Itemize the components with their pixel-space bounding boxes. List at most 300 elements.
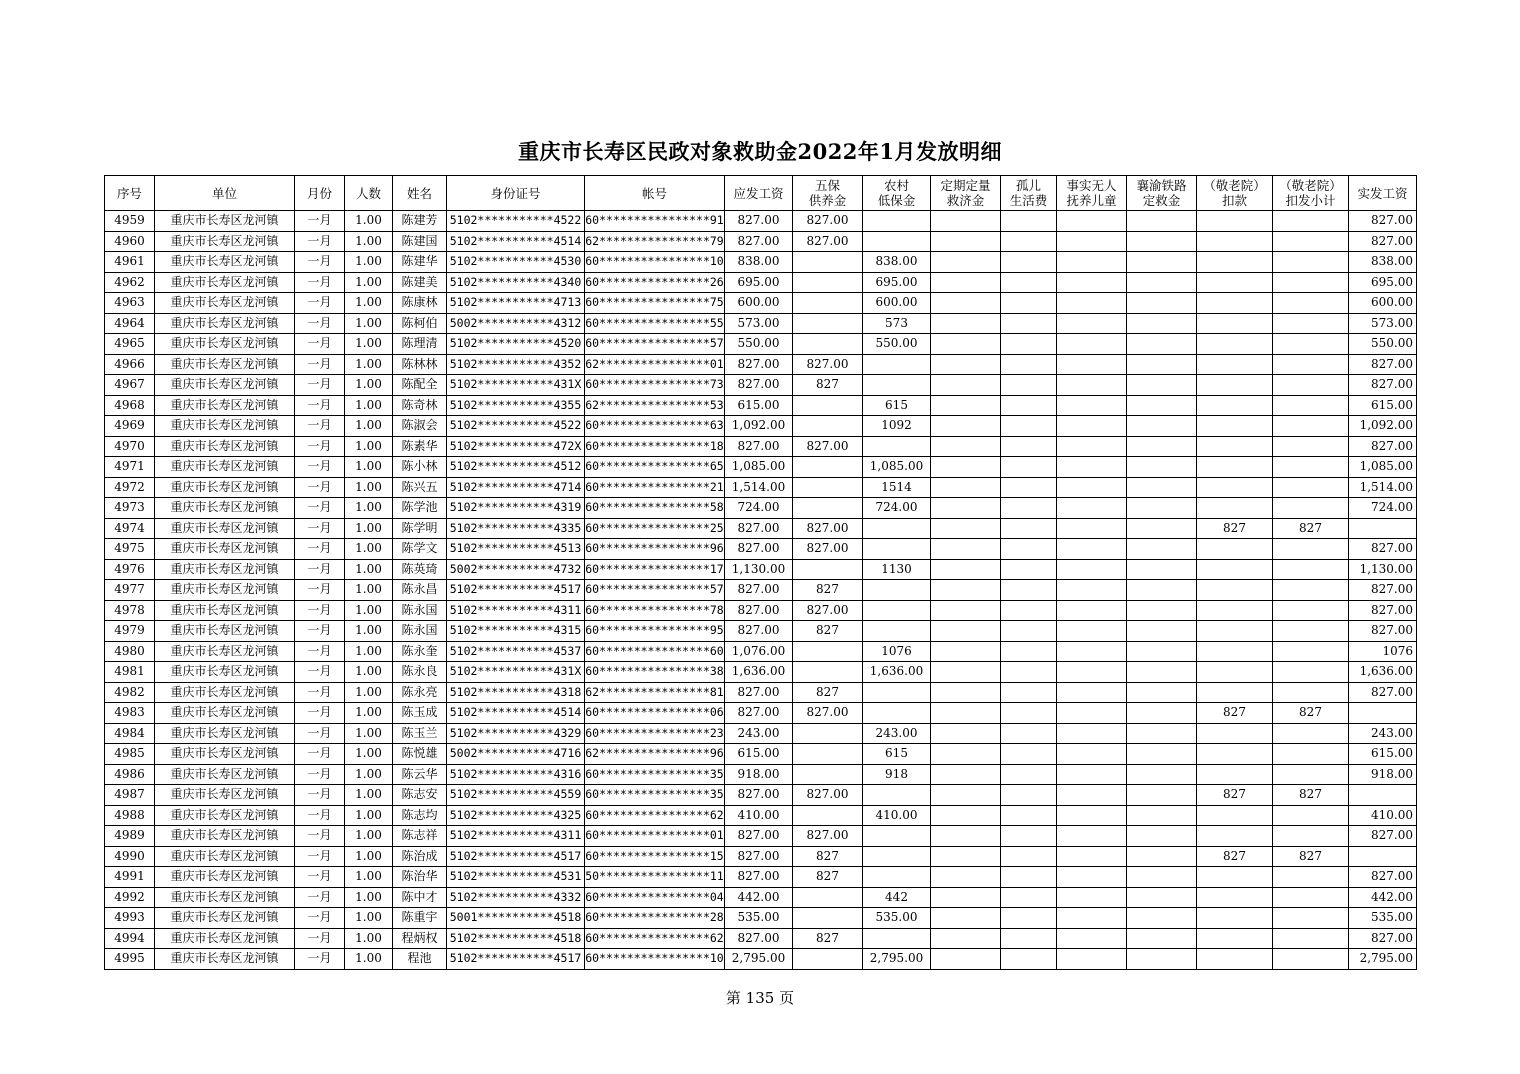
table-cell: 5102***********4518	[447, 928, 585, 949]
table-cell: 4986	[105, 764, 155, 785]
table-cell: 陈柯伯	[393, 313, 447, 334]
column-header: 孤儿 生活费	[1001, 176, 1057, 211]
table-cell: 陈淑会	[393, 416, 447, 437]
table-cell	[931, 703, 1001, 724]
table-cell	[1057, 949, 1127, 970]
table-cell: 4995	[105, 949, 155, 970]
table-cell: 5102***********4522	[447, 211, 585, 232]
table-cell	[1197, 682, 1273, 703]
table-cell	[1127, 313, 1197, 334]
table-cell	[931, 457, 1001, 478]
table-cell: 一月	[295, 231, 345, 252]
table-cell: 827.00	[1349, 621, 1417, 642]
table-cell: 一月	[295, 354, 345, 375]
table-cell: 重庆市长寿区龙河镇	[155, 211, 295, 232]
table-cell	[863, 621, 931, 642]
table-cell: 550.00	[863, 334, 931, 355]
table-cell: 60****************04	[585, 887, 725, 908]
table-cell: 重庆市长寿区龙河镇	[155, 662, 295, 683]
column-header: 农村 低保金	[863, 176, 931, 211]
table-cell	[1001, 477, 1057, 498]
table-cell	[931, 908, 1001, 929]
table-cell: 4968	[105, 395, 155, 416]
table-cell: 60****************10	[585, 252, 725, 273]
table-row	[105, 682, 1417, 703]
table-cell: 1.00	[345, 375, 393, 396]
table-cell	[1273, 744, 1349, 765]
table-cell	[1127, 600, 1197, 621]
column-header: 帐号	[585, 176, 725, 211]
table-cell: 重庆市长寿区龙河镇	[155, 477, 295, 498]
table-cell: 827.00	[1349, 375, 1417, 396]
table-cell: 5102***********431X	[447, 375, 585, 396]
table-cell: 陈永国	[393, 600, 447, 621]
table-cell: 重庆市长寿区龙河镇	[155, 457, 295, 478]
table-cell	[1127, 252, 1197, 273]
table-cell: 一月	[295, 867, 345, 888]
table-cell: 5102***********431X	[447, 662, 585, 683]
table-cell	[1273, 600, 1349, 621]
table-cell: 陈永亮	[393, 682, 447, 703]
table-cell	[1273, 293, 1349, 314]
table-cell: 1.00	[345, 231, 393, 252]
table-cell	[1273, 334, 1349, 355]
table-cell: 60****************38	[585, 662, 725, 683]
table-cell: 4972	[105, 477, 155, 498]
table-cell	[1197, 539, 1273, 560]
table-cell	[1057, 744, 1127, 765]
table-cell: 4962	[105, 272, 155, 293]
table-cell: 重庆市长寿区龙河镇	[155, 559, 295, 580]
table-cell: 5001***********4518	[447, 908, 585, 929]
table-cell	[793, 744, 863, 765]
table-cell	[1197, 908, 1273, 929]
table-cell	[1001, 764, 1057, 785]
table-cell: 1,085.00	[863, 457, 931, 478]
table-cell	[1127, 826, 1197, 847]
table-cell: 陈学池	[393, 498, 447, 519]
table-cell	[931, 785, 1001, 806]
table-cell: 243.00	[863, 723, 931, 744]
table-cell: 陈兴五	[393, 477, 447, 498]
table-cell	[931, 805, 1001, 826]
table-cell	[1001, 334, 1057, 355]
table-cell: 4966	[105, 354, 155, 375]
table-cell: 827	[1197, 518, 1273, 539]
table-row	[105, 580, 1417, 601]
table-cell	[863, 436, 931, 457]
table-cell: 827.00	[725, 375, 793, 396]
table-cell	[1127, 867, 1197, 888]
table-cell	[793, 416, 863, 437]
table-cell	[793, 477, 863, 498]
table-cell	[863, 580, 931, 601]
table-cell: 陈英琦	[393, 559, 447, 580]
table-cell	[1057, 457, 1127, 478]
table-cell	[1273, 272, 1349, 293]
table-cell	[1001, 887, 1057, 908]
table-cell: 1.00	[345, 211, 393, 232]
table-cell: 1.00	[345, 416, 393, 437]
table-cell: 827.00	[1349, 354, 1417, 375]
table-cell	[1273, 764, 1349, 785]
table-cell: 1130	[863, 559, 931, 580]
table-cell: 1514	[863, 477, 931, 498]
table-cell: 60****************01	[585, 826, 725, 847]
table-cell	[1197, 580, 1273, 601]
table-cell: 827.00	[793, 231, 863, 252]
table-cell	[1001, 518, 1057, 539]
table-cell	[1057, 805, 1127, 826]
table-cell: 1.00	[345, 744, 393, 765]
table-cell: 62****************01	[585, 354, 725, 375]
table-cell: 4970	[105, 436, 155, 457]
table-row	[105, 867, 1417, 888]
table-cell: 827.00	[725, 231, 793, 252]
table-cell: 重庆市长寿区龙河镇	[155, 600, 295, 621]
table-cell: 4981	[105, 662, 155, 683]
table-cell	[1127, 436, 1197, 457]
table-cell	[1001, 703, 1057, 724]
table-cell	[1197, 723, 1273, 744]
table-cell	[931, 539, 1001, 560]
table-cell: 827.00	[725, 354, 793, 375]
table-row	[105, 641, 1417, 662]
table-cell: 442	[863, 887, 931, 908]
table-cell	[1273, 498, 1349, 519]
table-cell: 4959	[105, 211, 155, 232]
table-cell: 410.00	[725, 805, 793, 826]
table-cell: 827.00	[725, 826, 793, 847]
table-cell	[1197, 928, 1273, 949]
table-cell: 陈林林	[393, 354, 447, 375]
table-cell	[793, 949, 863, 970]
table-cell: 一月	[295, 559, 345, 580]
column-header: 单位	[155, 176, 295, 211]
table-row	[105, 846, 1417, 867]
table-cell: 5102***********4319	[447, 498, 585, 519]
table-cell	[1197, 395, 1273, 416]
table-cell	[1273, 477, 1349, 498]
table-cell: 4960	[105, 231, 155, 252]
table-cell: 4988	[105, 805, 155, 826]
table-header	[105, 176, 1417, 211]
table-cell	[793, 723, 863, 744]
table-cell: 重庆市长寿区龙河镇	[155, 949, 295, 970]
table-cell: 陈永奎	[393, 641, 447, 662]
table-cell: 一月	[295, 539, 345, 560]
table-cell: 535.00	[1349, 908, 1417, 929]
table-cell: 4977	[105, 580, 155, 601]
table-cell	[793, 641, 863, 662]
table-cell	[1273, 375, 1349, 396]
table-row	[105, 395, 1417, 416]
table-cell	[1349, 703, 1417, 724]
table-cell: 60****************55	[585, 313, 725, 334]
table-cell: 4965	[105, 334, 155, 355]
table-cell: 60****************63	[585, 416, 725, 437]
table-row	[105, 252, 1417, 273]
table-row	[105, 805, 1417, 826]
table-cell: 一月	[295, 887, 345, 908]
table-cell: 重庆市长寿区龙河镇	[155, 703, 295, 724]
table-cell: 5102***********4514	[447, 231, 585, 252]
table-cell: 一月	[295, 723, 345, 744]
table-cell: 827.00	[725, 867, 793, 888]
table-cell	[1197, 600, 1273, 621]
table-cell: 243.00	[725, 723, 793, 744]
table-cell	[1001, 580, 1057, 601]
table-cell: 1.00	[345, 949, 393, 970]
table-cell	[863, 867, 931, 888]
table-cell	[1127, 908, 1197, 929]
table-cell: 重庆市长寿区龙河镇	[155, 395, 295, 416]
table-cell: 827.00	[725, 211, 793, 232]
table-cell	[793, 252, 863, 273]
table-cell: 陈中才	[393, 887, 447, 908]
table-cell	[1127, 949, 1197, 970]
table-cell	[1001, 744, 1057, 765]
table-cell	[931, 764, 1001, 785]
table-cell: 1.00	[345, 477, 393, 498]
table-cell: 4994	[105, 928, 155, 949]
table-cell: 陈学明	[393, 518, 447, 539]
table-cell	[1001, 539, 1057, 560]
table-cell	[1057, 539, 1127, 560]
table-cell	[1057, 641, 1127, 662]
table-cell: 1.00	[345, 846, 393, 867]
table-cell: 重庆市长寿区龙河镇	[155, 744, 295, 765]
table-cell: 4967	[105, 375, 155, 396]
table-cell	[1127, 498, 1197, 519]
table-cell	[1127, 354, 1197, 375]
table-cell: 5102***********4340	[447, 272, 585, 293]
table-cell: 5102***********4531	[447, 867, 585, 888]
table-cell: 重庆市长寿区龙河镇	[155, 313, 295, 334]
table-cell	[1273, 662, 1349, 683]
table-cell: 1,092.00	[725, 416, 793, 437]
table-cell: 1.00	[345, 826, 393, 847]
table-cell	[1127, 559, 1197, 580]
table-cell: 838.00	[725, 252, 793, 273]
table-cell	[1057, 211, 1127, 232]
table-cell: 1.00	[345, 703, 393, 724]
table-cell	[1057, 354, 1127, 375]
table-cell	[1127, 518, 1197, 539]
table-cell	[1197, 662, 1273, 683]
table-cell: 一月	[295, 436, 345, 457]
table-cell: 5102***********4315	[447, 621, 585, 642]
table-cell	[793, 764, 863, 785]
table-cell: 重庆市长寿区龙河镇	[155, 252, 295, 273]
table-cell: 1.00	[345, 334, 393, 355]
table-cell	[931, 600, 1001, 621]
table-cell	[1001, 436, 1057, 457]
table-cell	[1057, 313, 1127, 334]
table-row	[105, 908, 1417, 929]
table-cell: 724.00	[1349, 498, 1417, 519]
table-cell: 5002***********4732	[447, 559, 585, 580]
table-cell: 一月	[295, 457, 345, 478]
table-cell	[1273, 641, 1349, 662]
table-cell: 陈康林	[393, 293, 447, 314]
table-cell: 1.00	[345, 805, 393, 826]
table-cell: 一月	[295, 662, 345, 683]
table-cell: 1.00	[345, 641, 393, 662]
table-cell: 陈悦雄	[393, 744, 447, 765]
table-cell	[1197, 949, 1273, 970]
table-cell	[931, 231, 1001, 252]
table-cell	[1001, 272, 1057, 293]
table-cell	[1197, 744, 1273, 765]
table-cell: 60****************06	[585, 703, 725, 724]
table-cell	[793, 313, 863, 334]
table-cell: 1.00	[345, 498, 393, 519]
table-cell: 一月	[295, 949, 345, 970]
table-cell	[1001, 826, 1057, 847]
table-cell: 62****************81	[585, 682, 725, 703]
table-cell	[1197, 641, 1273, 662]
table-cell	[1001, 621, 1057, 642]
table-cell	[1197, 621, 1273, 642]
table-cell: 一月	[295, 272, 345, 293]
table-cell: 重庆市长寿区龙河镇	[155, 928, 295, 949]
table-cell: 600.00	[863, 293, 931, 314]
table-cell	[1197, 436, 1273, 457]
table-cell	[1057, 928, 1127, 949]
table-cell: 60****************62	[585, 928, 725, 949]
table-cell	[1001, 395, 1057, 416]
table-cell: 60****************23	[585, 723, 725, 744]
table-cell: 程炳权	[393, 928, 447, 949]
table-cell	[1057, 723, 1127, 744]
table-cell: 827.00	[1349, 231, 1417, 252]
table-cell: 一月	[295, 621, 345, 642]
table-cell: 615.00	[1349, 395, 1417, 416]
table-cell	[1057, 867, 1127, 888]
table-cell: 60****************58	[585, 498, 725, 519]
table-cell: 827.00	[1349, 826, 1417, 847]
table-cell	[793, 559, 863, 580]
table-cell: 一月	[295, 682, 345, 703]
table-cell	[1197, 313, 1273, 334]
table-cell: 827.00	[725, 518, 793, 539]
table-cell: 5102***********4520	[447, 334, 585, 355]
table-cell: 62****************53	[585, 395, 725, 416]
table-cell	[863, 682, 931, 703]
table-cell: 5102***********4537	[447, 641, 585, 662]
table-cell	[931, 928, 1001, 949]
table-cell	[1273, 949, 1349, 970]
table-cell: 827	[793, 682, 863, 703]
table-cell	[863, 211, 931, 232]
table-cell: 一月	[295, 785, 345, 806]
table-cell: 60****************25	[585, 518, 725, 539]
table-cell: 2,795.00	[863, 949, 931, 970]
table-cell	[1127, 723, 1197, 744]
table-cell: 5102***********4355	[447, 395, 585, 416]
table-cell: 1.00	[345, 559, 393, 580]
table-cell: 4973	[105, 498, 155, 519]
table-cell: 5102***********4517	[447, 580, 585, 601]
table-cell: 827	[1273, 846, 1349, 867]
table-cell: 5102***********4311	[447, 826, 585, 847]
table-cell: 陈奇林	[393, 395, 447, 416]
table-cell: 615.00	[725, 395, 793, 416]
table-cell	[931, 354, 1001, 375]
table-cell: 410.00	[1349, 805, 1417, 826]
table-cell	[1197, 559, 1273, 580]
table-cell: 827.00	[725, 600, 793, 621]
table-cell: 重庆市长寿区龙河镇	[155, 354, 295, 375]
table-cell: 陈志安	[393, 785, 447, 806]
table-cell: 827.00	[725, 580, 793, 601]
table-cell: 1.00	[345, 682, 393, 703]
table-cell: 724.00	[863, 498, 931, 519]
table-cell: 695.00	[725, 272, 793, 293]
table-cell	[793, 395, 863, 416]
table-cell: 827.00	[725, 539, 793, 560]
table-cell: 827.00	[1349, 580, 1417, 601]
table-cell	[1197, 252, 1273, 273]
table-cell: 一月	[295, 600, 345, 621]
table-row	[105, 826, 1417, 847]
table-cell: 4987	[105, 785, 155, 806]
table-cell: 陈建美	[393, 272, 447, 293]
table-cell	[931, 621, 1001, 642]
column-header: 定期定量 救济金	[931, 176, 1001, 211]
table-cell: 827	[793, 580, 863, 601]
table-cell: 1.00	[345, 600, 393, 621]
table-cell: 重庆市长寿区龙河镇	[155, 518, 295, 539]
table-cell: 1,076.00	[725, 641, 793, 662]
table-cell: 1,636.00	[1349, 662, 1417, 683]
table-cell	[1001, 293, 1057, 314]
table-cell: 陈玉兰	[393, 723, 447, 744]
table-cell: 4990	[105, 846, 155, 867]
table-cell: 4982	[105, 682, 155, 703]
table-cell: 重庆市长寿区龙河镇	[155, 846, 295, 867]
table-cell: 1.00	[345, 293, 393, 314]
table-cell: 陈建华	[393, 252, 447, 273]
table-cell	[1057, 272, 1127, 293]
table-cell: 5102***********4513	[447, 539, 585, 560]
table-cell	[1057, 231, 1127, 252]
table-cell: 827.00	[1349, 436, 1417, 457]
table-row	[105, 723, 1417, 744]
table-cell: 2,795.00	[1349, 949, 1417, 970]
table-row	[105, 416, 1417, 437]
table-row	[105, 272, 1417, 293]
table-cell	[1127, 293, 1197, 314]
table-cell: 1,636.00	[863, 662, 931, 683]
table-cell: 918.00	[725, 764, 793, 785]
table-cell: 4993	[105, 908, 155, 929]
table-cell	[1273, 457, 1349, 478]
table-cell: 陈小林	[393, 457, 447, 478]
table-cell	[1197, 272, 1273, 293]
table-cell	[1001, 949, 1057, 970]
table-cell: 陈理清	[393, 334, 447, 355]
table-cell: 5002***********4716	[447, 744, 585, 765]
table-cell: 5102***********4530	[447, 252, 585, 273]
table-cell: 重庆市长寿区龙河镇	[155, 621, 295, 642]
table-cell	[1273, 805, 1349, 826]
table-cell	[1127, 539, 1197, 560]
table-cell: 4989	[105, 826, 155, 847]
table-cell: 838.00	[1349, 252, 1417, 273]
table-cell: 1,130.00	[1349, 559, 1417, 580]
